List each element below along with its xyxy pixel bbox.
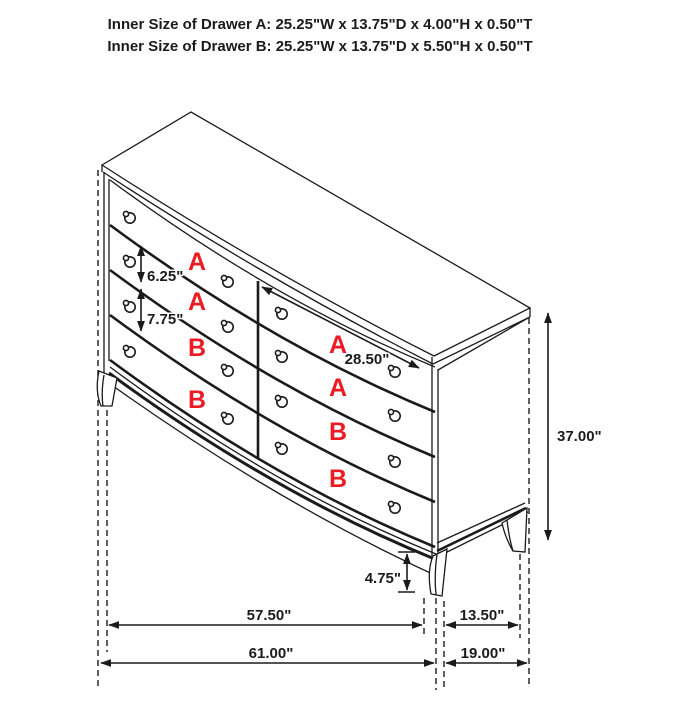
drawer-label: B — [328, 418, 348, 446]
dresser-right-side — [437, 318, 529, 688]
knob-icon — [221, 364, 233, 376]
drawer-label: B — [328, 465, 348, 493]
dresser-illustration — [97, 112, 530, 688]
front-right-leg — [429, 549, 447, 596]
knob-icon — [388, 365, 400, 377]
knob-icon — [123, 211, 135, 223]
drawer-label: A — [187, 288, 207, 316]
knob-icon — [221, 275, 233, 287]
drawer-label: A — [187, 248, 207, 276]
dim-label-28-50: 28.50" — [344, 351, 390, 368]
knob-icon — [388, 501, 400, 513]
dim-label-61-00: 61.00" — [248, 645, 294, 662]
dim-drawer-b-height — [141, 289, 183, 331]
dim-label-7-75: 7.75" — [147, 311, 184, 328]
drawer-label: A — [328, 331, 348, 359]
dim-front-width — [109, 607, 422, 625]
dim-overall-height — [548, 313, 602, 540]
dim-overall-width — [101, 645, 434, 663]
drawer-label: A — [328, 374, 348, 402]
dim-label-57-50: 57.50" — [246, 607, 292, 624]
drawer-label: B — [187, 334, 207, 362]
dim-label-4-75: 4.75" — [364, 570, 401, 587]
knob-icon — [388, 455, 400, 467]
dim-label-37-00: 37.00" — [557, 428, 602, 445]
dim-label-6-25: 6.25" — [147, 268, 184, 285]
knob-icon — [275, 442, 287, 454]
dim-leg-height — [365, 552, 415, 592]
knob-icon — [275, 395, 287, 407]
header-line-2: Inner Size of Drawer B: 25.25"W x 13.75"D x 5.50"H x 0.50"T — [107, 38, 533, 55]
dim-overall-depth — [446, 645, 527, 663]
header-line-1: Inner Size of Drawer A: 25.25"W x 13.75"D x 4.00"H x 0.50"T — [107, 16, 533, 33]
knob-icon — [221, 412, 233, 424]
knob-icon — [123, 345, 135, 357]
front-left-leg — [97, 371, 117, 406]
knob-icon — [221, 320, 233, 332]
dim-label-13-50: 13.50" — [459, 607, 505, 624]
knob-icon — [123, 255, 135, 267]
knob-icon — [275, 350, 287, 362]
dim-label-19-00: 19.00" — [460, 645, 506, 662]
dim-side-depth — [446, 607, 518, 625]
knob-icon — [388, 409, 400, 421]
drawer-label: B — [187, 386, 207, 414]
knob-icon — [275, 307, 287, 319]
knob-icon — [123, 300, 135, 312]
